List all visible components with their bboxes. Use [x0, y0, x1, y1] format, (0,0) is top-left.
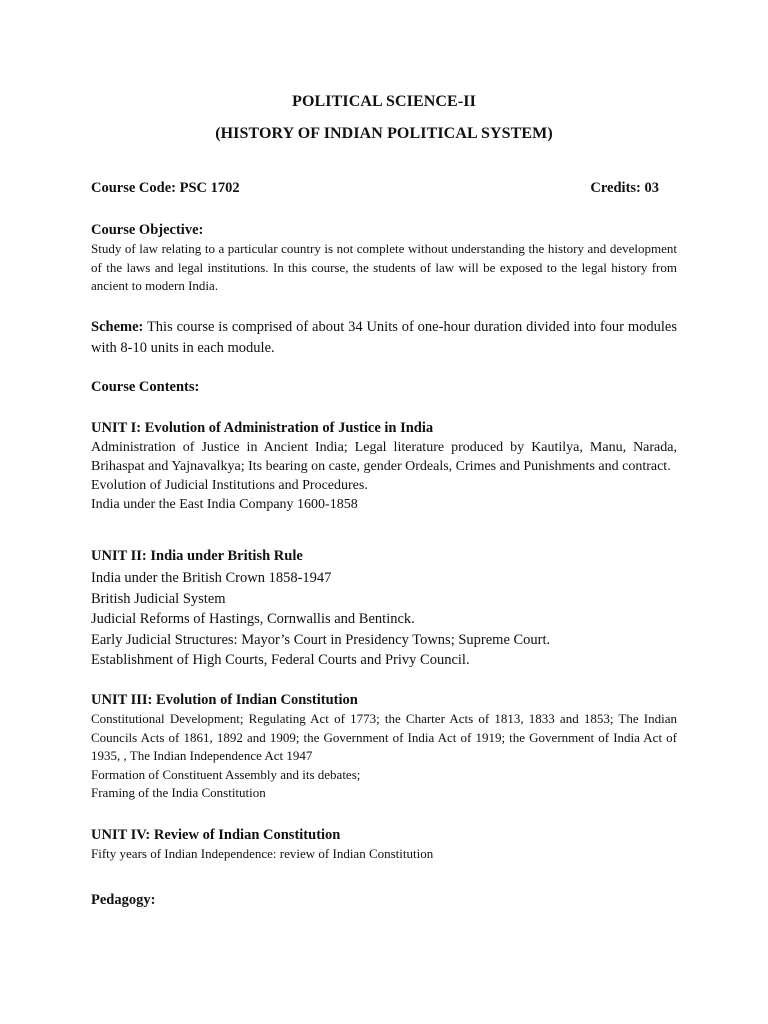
- unit-1-line: Evolution of Judicial Institutions and Procedures.: [91, 478, 368, 493]
- course-objective-heading: Course Objective:: [91, 222, 204, 238]
- unit-2-line: India under the British Crown 1858-1947: [91, 570, 332, 586]
- unit-2-section: [91, 546, 677, 671]
- pedagogy-section: [91, 890, 677, 910]
- scheme-section: [91, 317, 677, 358]
- unit-2-line: Establishment of High Courts, Federal Courts and Privy Council.: [91, 652, 470, 668]
- unit-1-paragraph: Administration of Justice in Ancient India; Legal literature produced by Kautilya, Manu, Narada, Brihaspat and Yajnavalkya; Its bearing on caste, gender Ordeals, Crimes and Punishments and contract.: [91, 440, 677, 474]
- unit-4-line: Fifty years of Indian Independence: review of Indian Constitution: [91, 846, 434, 861]
- unit-4-section: [91, 825, 677, 864]
- course-contents-heading: Course Contents:: [91, 379, 200, 395]
- unit-3-line: Formation of Constituent Assembly and its debates;: [91, 766, 361, 782]
- pedagogy-heading: Pedagogy:: [91, 892, 156, 908]
- course-info-row: [91, 180, 659, 197]
- scheme-paragraph: [91, 317, 677, 358]
- course-code: Course Code: PSC 1702: [91, 180, 240, 196]
- unit-3-line: Framing of the India Constitution: [91, 785, 266, 800]
- course-credits: Credits: 03: [590, 180, 659, 196]
- unit-2-heading: UNIT II: India under British Rule: [91, 548, 303, 564]
- course-objective-section: [91, 220, 677, 296]
- unit-4-heading: UNIT IV: Review of Indian Constitution: [91, 827, 341, 843]
- unit-1-section: [91, 418, 677, 514]
- course-contents-section: [91, 377, 677, 397]
- document-subtitle: (HISTORY OF INDIAN POLITICAL SYSTEM): [215, 125, 553, 142]
- scheme-label: Scheme:: [91, 319, 144, 335]
- unit-2-line: Judicial Reforms of Hastings, Cornwallis and Bentinck.: [91, 611, 415, 627]
- unit-1-heading: UNIT I: Evolution of Administration of Justice in India: [91, 420, 434, 436]
- unit-2-line: British Judicial System: [91, 590, 226, 607]
- unit-3-section: [91, 690, 677, 803]
- document-title: POLITICAL SCIENCE-II: [292, 93, 476, 110]
- course-objective-text: Study of law relating to a particular country is not complete without understanding the history and development of the laws and legal institutions. In this course, the students of law will be exposed to the legal history from ancient to modern India.: [91, 241, 677, 293]
- unit-3-heading: UNIT III: Evolution of Indian Constitution: [91, 692, 358, 708]
- unit-1-line: India under the East India Company 1600-1858: [91, 497, 358, 512]
- unit-2-line: Early Judicial Structures: Mayor’s Court in Presidency Towns; Supreme Court.: [91, 631, 551, 648]
- scheme-text: This course is comprised of about 34 Units of one-hour duration divided into four modules with 8-10 units in each module.: [91, 319, 677, 356]
- unit-3-paragraph: Constitutional Development; Regulating Act of 1773; the Charter Acts of 1813, 1833 and 1853; The Indian Councils Acts of 1861, 1892 and 1909; the Government of India Act of 1919; the Government of India Act of 1935, , The Indian Independence Act 1947: [91, 711, 677, 763]
